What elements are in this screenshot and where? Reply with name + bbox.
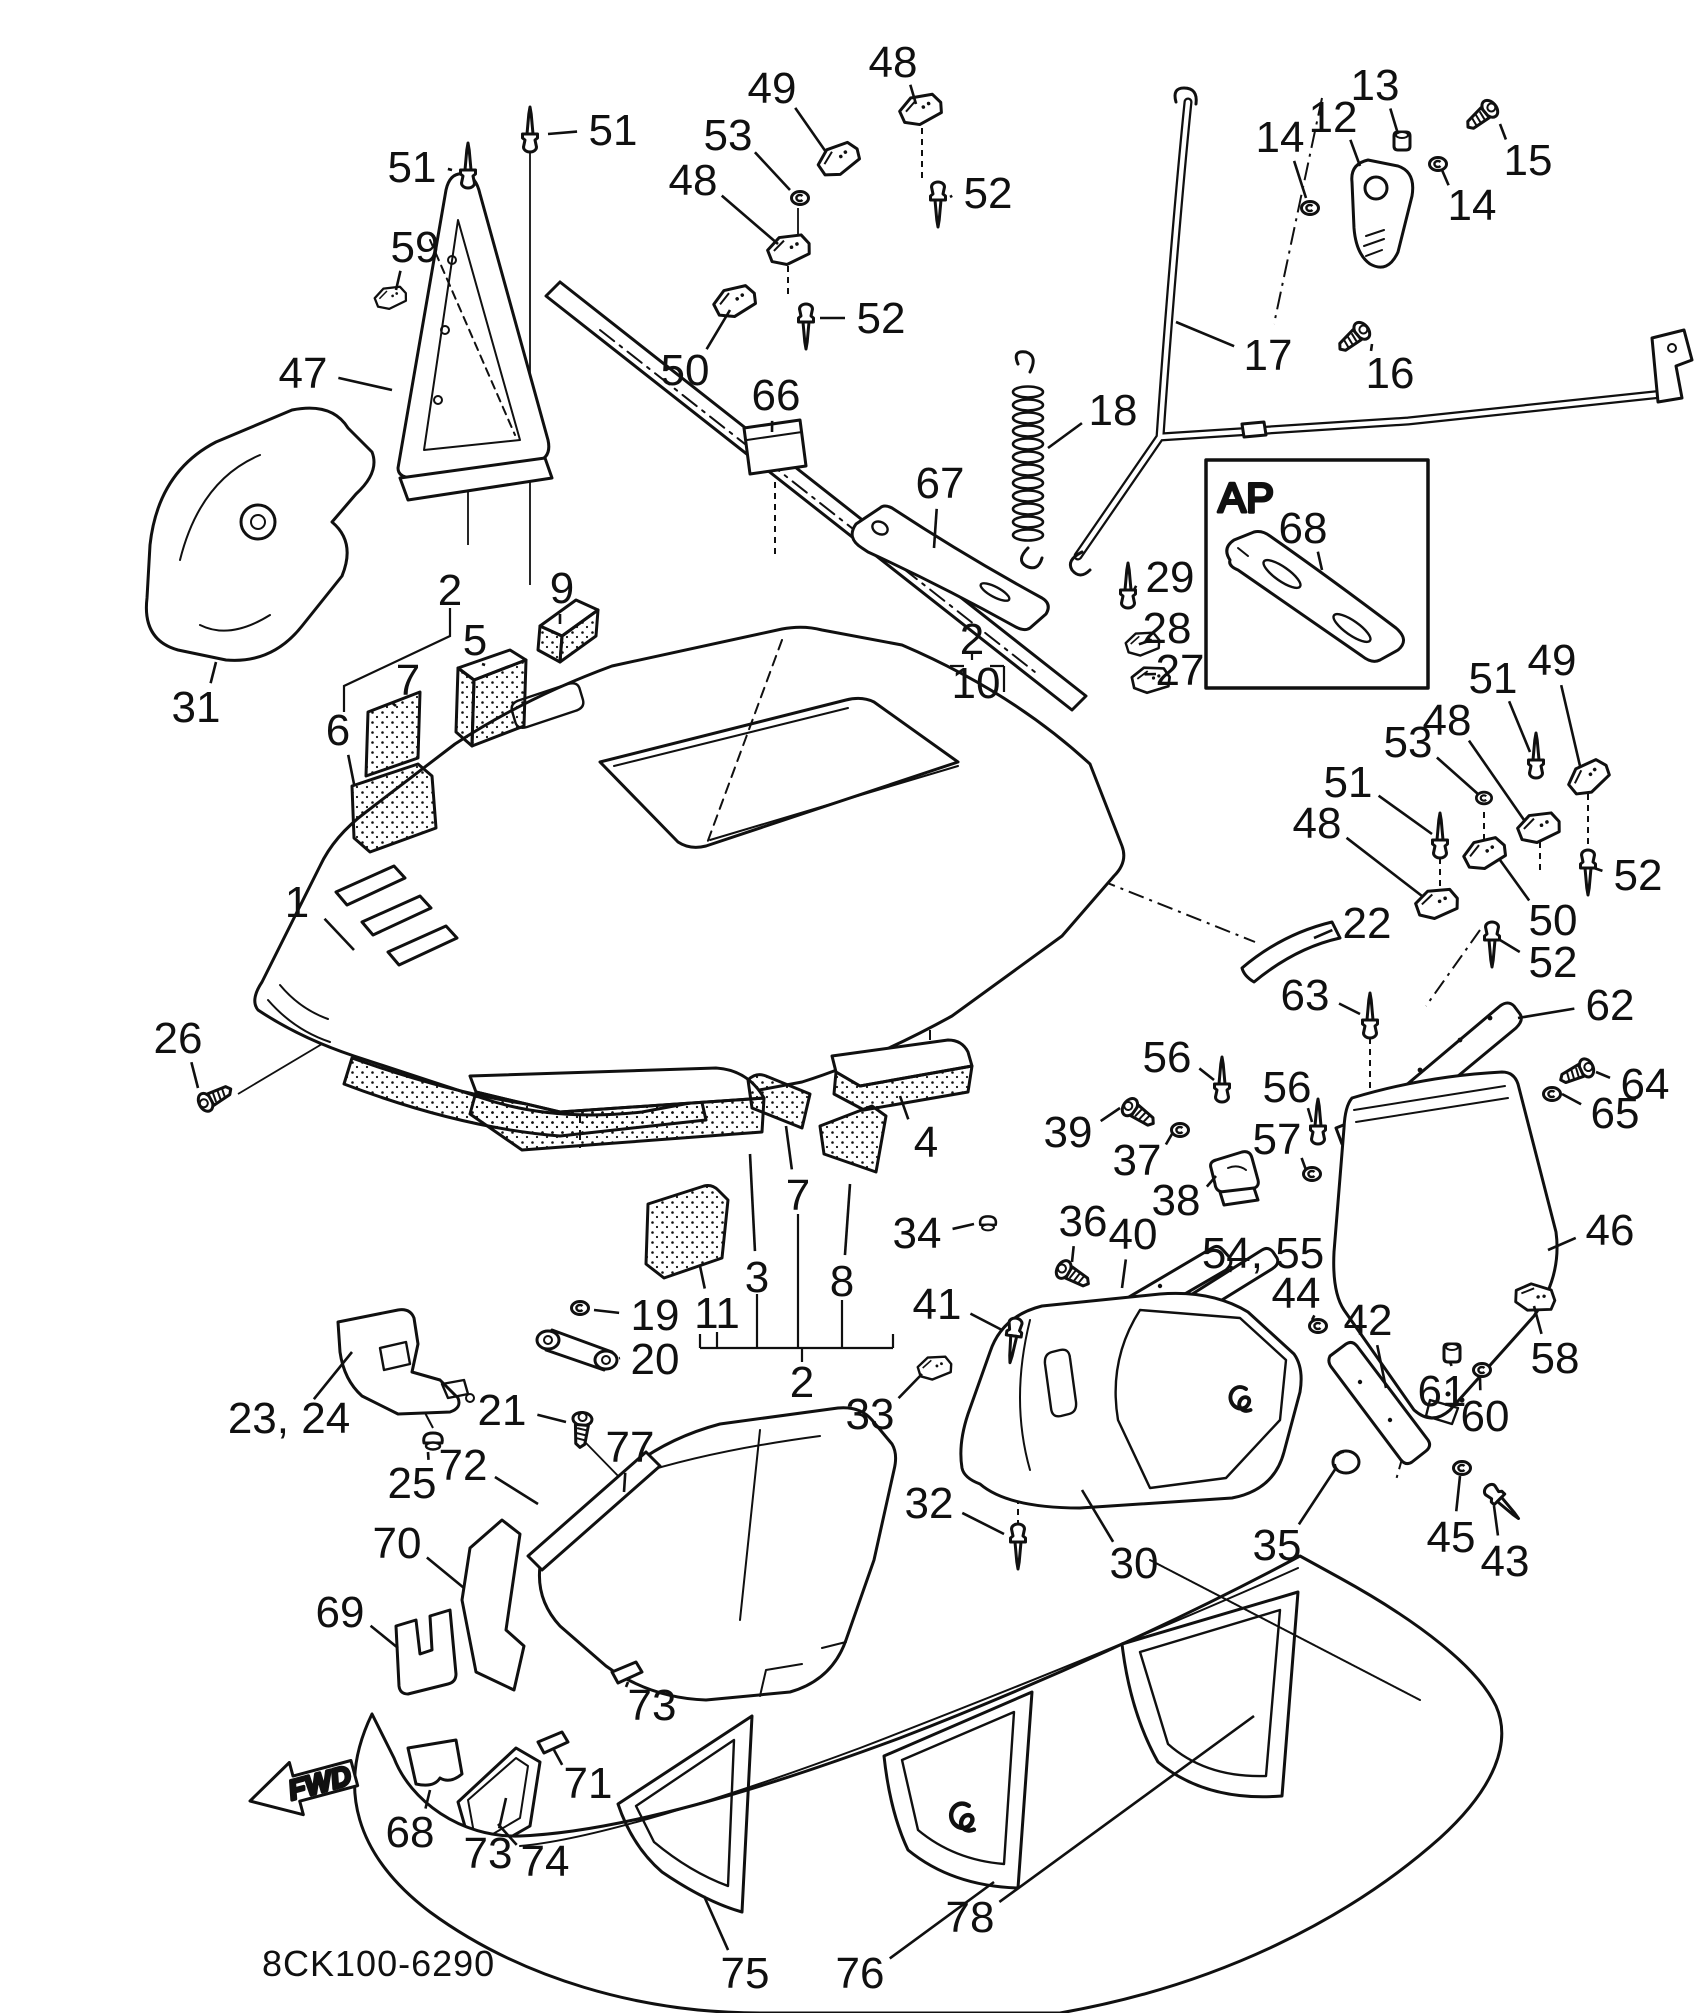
callout-29: 29: [1145, 553, 1195, 602]
fwd-label: FWD: [284, 1759, 355, 1807]
callout-3: 3: [744, 1253, 770, 1302]
leader-line: [1561, 685, 1580, 766]
leader-line: [1494, 1506, 1498, 1536]
leader-line: [624, 1473, 625, 1492]
leader-line: [786, 1126, 792, 1169]
callout-31: 31: [171, 683, 221, 732]
leader-line: [700, 1266, 705, 1289]
leader-line: [950, 196, 952, 197]
callout-48: 48: [668, 156, 718, 205]
callout-54-55: 54, 55: [1201, 1229, 1325, 1278]
callout-43: 43: [1480, 1537, 1530, 1586]
leader-line: [1500, 940, 1520, 952]
leader-line: [211, 662, 216, 683]
callout-66: 66: [751, 371, 801, 420]
leader-line: [1509, 701, 1530, 752]
leader-line: [970, 1314, 1002, 1330]
callout-57: 57: [1252, 1115, 1302, 1164]
callout-60: 60: [1460, 1392, 1510, 1441]
callout-73: 73: [463, 1829, 513, 1878]
callout-52: 52: [1528, 938, 1578, 987]
callout-25: 25: [387, 1459, 437, 1508]
stay-link: [537, 1330, 617, 1370]
leader-line: [1122, 1259, 1126, 1288]
emblem-plate: [744, 420, 806, 474]
callout-59: 59: [390, 223, 440, 272]
leader-line: [1299, 1468, 1336, 1524]
leader-line: [1379, 796, 1432, 834]
leader-line: [191, 1062, 198, 1088]
callout-65: 65: [1590, 1089, 1640, 1138]
callout-2: 2: [959, 615, 985, 664]
callout-33: 33: [845, 1390, 895, 1439]
leader-line: [1596, 1072, 1610, 1078]
callout-73: 73: [627, 1681, 677, 1730]
callout-49: 49: [1527, 636, 1577, 685]
leader-line: [795, 108, 826, 152]
latch-bracket: [338, 1310, 474, 1414]
leader-line: [722, 196, 778, 244]
callout-20: 20: [630, 1335, 680, 1384]
ap-label: AP: [1218, 474, 1275, 521]
callout-35: 35: [1252, 1521, 1302, 1570]
callout-14: 14: [1447, 181, 1497, 230]
leader-line: [1302, 1158, 1306, 1170]
callout-28: 28: [1142, 604, 1192, 653]
callout-63: 63: [1280, 971, 1330, 1020]
hood-spring: [1013, 352, 1043, 568]
leader-line: [554, 1750, 562, 1765]
callout-45: 45: [1426, 1513, 1476, 1562]
leader-line: [750, 1154, 755, 1251]
callout-56: 56: [1142, 1033, 1192, 1082]
drawing-code: 8CK100-6290: [262, 1943, 496, 1984]
leader-line: [1456, 1476, 1460, 1511]
callout-52: 52: [856, 294, 906, 343]
callout-13: 13: [1350, 61, 1400, 110]
callout-52: 52: [963, 169, 1013, 218]
callout-8: 8: [829, 1257, 855, 1306]
callout-56: 56: [1262, 1063, 1312, 1112]
leader-line: [427, 1557, 464, 1588]
callout-11: 11: [694, 1289, 740, 1338]
callout-53: 53: [703, 111, 753, 160]
callout-44: 44: [1271, 1269, 1321, 1318]
callout-32: 32: [904, 1479, 954, 1528]
callout-2: 2: [789, 1358, 815, 1407]
upper-cowl: [528, 1408, 896, 1700]
callout-48: 48: [868, 38, 918, 87]
callout-4: 4: [913, 1118, 939, 1167]
callout-1: 1: [284, 878, 310, 927]
callout-50: 50: [660, 346, 710, 395]
leader-line: [348, 755, 354, 784]
leader-line: [962, 1513, 1004, 1534]
leader-line: [1500, 860, 1529, 901]
leader-line: [1469, 741, 1524, 820]
callout-18: 18: [1088, 386, 1138, 435]
callout-47: 47: [278, 349, 328, 398]
callout-17: 17: [1243, 331, 1293, 380]
callout-51: 51: [387, 143, 437, 192]
callout-61: 61: [1417, 1367, 1467, 1416]
callout-69: 69: [315, 1588, 365, 1637]
callout-51: 51: [1468, 654, 1518, 703]
callout-7: 7: [395, 656, 421, 705]
callout-58: 58: [1530, 1334, 1580, 1383]
leader-line: [1594, 868, 1602, 871]
callout-46: 46: [1585, 1206, 1635, 1255]
callout-78: 78: [945, 1893, 995, 1942]
leader-line: [1101, 1108, 1120, 1121]
callout-23-24: 23, 24: [227, 1394, 351, 1443]
leader-line: [1339, 1003, 1360, 1014]
leader-line: [755, 152, 790, 190]
callout-10: 10: [951, 659, 1001, 708]
leader-line: [1518, 1009, 1574, 1018]
front-cover: [146, 408, 374, 660]
callout-68: 68: [385, 1808, 435, 1857]
hinge-piece: [1211, 1152, 1259, 1205]
fwd-arrow: [243, 1747, 361, 1827]
callout-75: 75: [720, 1949, 770, 1998]
leader-line: [1437, 758, 1478, 794]
callout-74: 74: [520, 1837, 570, 1886]
callout-64: 64: [1620, 1060, 1670, 1109]
callout-2: 2: [437, 566, 463, 615]
leader-line: [495, 1477, 538, 1504]
leader-line: [1176, 322, 1234, 346]
callout-76: 76: [835, 1949, 885, 1998]
callout-51: 51: [1323, 758, 1373, 807]
callout-50: 50: [1528, 896, 1578, 945]
callout-34: 34: [892, 1209, 942, 1258]
leader-line: [1350, 140, 1360, 166]
leader-line: [845, 1184, 850, 1255]
callout-77: 77: [605, 1423, 655, 1472]
callout-49: 49: [747, 64, 797, 113]
callout-41: 41: [912, 1280, 962, 1329]
callout-19: 19: [630, 1291, 680, 1340]
callout-36: 36: [1058, 1197, 1108, 1246]
leader-line: [953, 1224, 974, 1229]
callout-53: 53: [1383, 718, 1433, 767]
callout-21: 21: [477, 1386, 527, 1435]
callout-68: 68: [1278, 504, 1328, 553]
callout-51: 51: [588, 106, 638, 155]
callout-26: 26: [153, 1014, 203, 1063]
callout-27: 27: [1155, 646, 1205, 695]
leader-line: [537, 1415, 566, 1422]
callout-30: 30: [1109, 1539, 1159, 1588]
leader-line: [548, 132, 577, 134]
leader-line: [594, 1310, 619, 1313]
callout-37: 37: [1112, 1136, 1162, 1185]
callout-67: 67: [915, 459, 965, 508]
callout-9: 9: [549, 564, 575, 613]
callout-62: 62: [1585, 981, 1635, 1030]
ap-inset-box: [1206, 460, 1428, 688]
callout-39: 39: [1043, 1108, 1093, 1157]
callout-14: 14: [1255, 113, 1305, 162]
callout-22: 22: [1342, 899, 1392, 948]
callout-38: 38: [1151, 1176, 1201, 1225]
leader-line: [1166, 1134, 1172, 1144]
leader-line: [371, 1626, 398, 1648]
callout-5: 5: [462, 616, 488, 665]
callout-12: 12: [1308, 93, 1358, 142]
callout-70: 70: [372, 1519, 422, 1568]
leader-line: [1562, 1094, 1581, 1104]
leader-line: [1347, 838, 1422, 896]
callout-16: 16: [1365, 349, 1415, 398]
callout-71: 71: [563, 1759, 613, 1808]
callout-48: 48: [1422, 696, 1472, 745]
callout-7: 7: [785, 1171, 811, 1220]
latch-lever: [1352, 160, 1413, 267]
leader-line: [1450, 1362, 1452, 1366]
leader-line: [1199, 1068, 1214, 1080]
leader-line: [1048, 423, 1082, 448]
leader-line: [448, 169, 452, 170]
leader-line: [1072, 1246, 1074, 1262]
callout-52: 52: [1613, 851, 1663, 900]
leader-line: [1390, 109, 1398, 134]
callout-40: 40: [1108, 1210, 1158, 1259]
leader-line: [338, 378, 392, 390]
callout-42: 42: [1343, 1296, 1393, 1345]
leader-line: [899, 1374, 922, 1398]
callout-6: 6: [325, 706, 351, 755]
callout-48: 48: [1292, 799, 1342, 848]
callout-72: 72: [438, 1441, 488, 1490]
callout-15: 15: [1503, 136, 1553, 185]
